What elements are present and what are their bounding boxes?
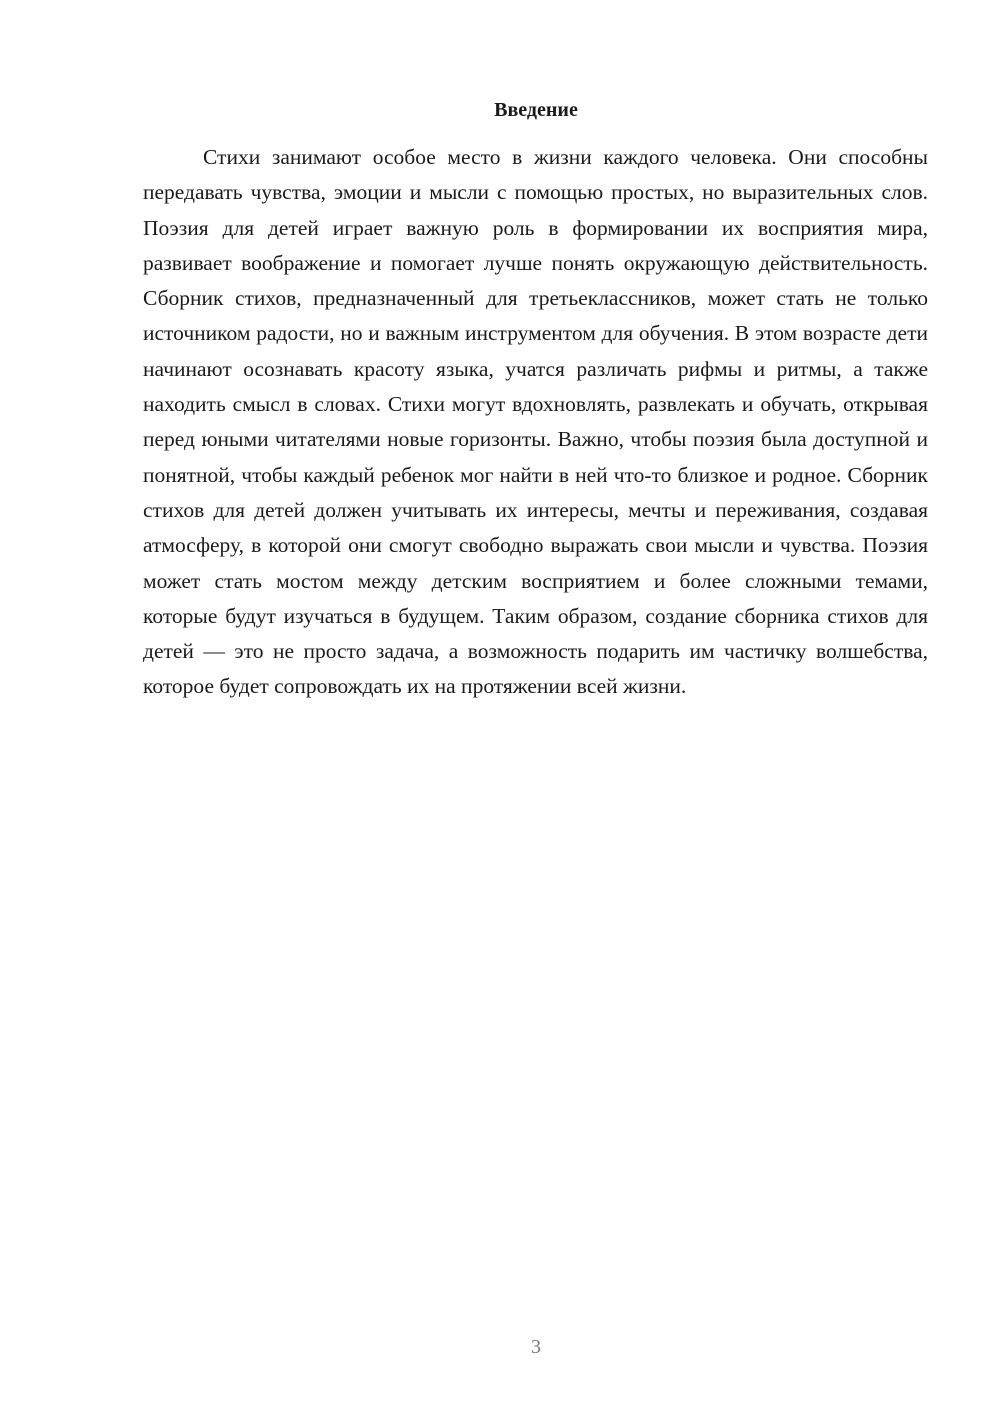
section-heading: Введение [494, 99, 578, 121]
page-number: 3 [531, 1336, 541, 1358]
body-paragraph: Стихи занимают особое место в жизни каждого человека. Они способны передавать чувства, эмоции и мысли с помощью простых, но выразительных слов. Поэзия для детей играет важную роль в формировании их восприятия мира, развивает воображение и помогает лучше понять окружающую действительность. Сборник стихов, предназначенный для третьеклассников, может стать не только источником радости, но и важным инструментом для обучения. В этом возрасте дети начинают осознавать красоту языка, учатся различать рифмы и ритмы, а также находить смысл в словах. Стихи могут вдохновлять, развлекать и обучать, открывая перед юными читателями новые горизонты. Важно, чтобы поэзия была доступной и понятной, чтобы каждый ребенок мог найти в ней что-то близкое и родное. Сборник стихов для детей должен учитывать их интересы, мечты и переживания, создавая атмосферу, в которой они смогут свободно выражать свои мысли и чувства. Поэзия может стать мостом между детским восприятием и более сложными темами, которые будут изучаться в будущем. Таким образом, создание сборника стихов для детей — это не просто задача, а возможность подарить им частичку волшебства, которое будет сопровождать их на протяжении всей жизни. [143, 145, 928, 699]
